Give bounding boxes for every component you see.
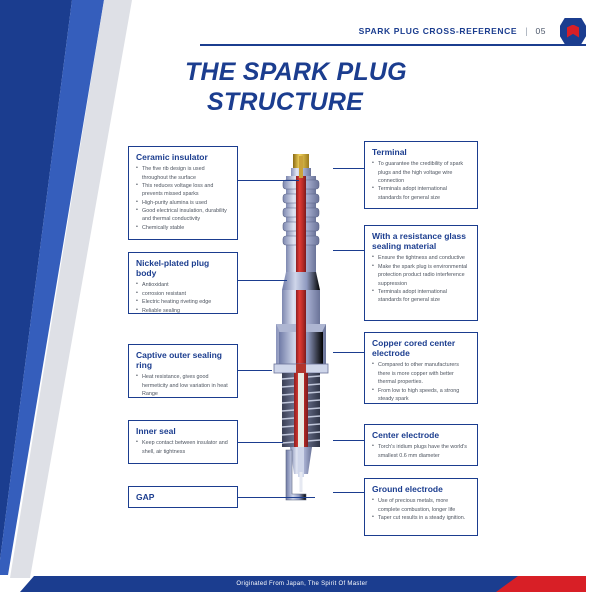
list-item: • Antioxidant bbox=[136, 281, 231, 289]
page-footer bbox=[0, 566, 600, 600]
callout-title: Terminal bbox=[372, 147, 407, 157]
page-title-line-2: STRUCTURE bbox=[207, 87, 363, 116]
callout-title: Ground electrode bbox=[372, 484, 443, 494]
connector-line bbox=[333, 352, 365, 353]
callout-copper-cored-center-electrode bbox=[364, 332, 478, 404]
list-item: • corrosion resistant bbox=[136, 290, 231, 298]
callout-list bbox=[136, 165, 231, 232]
list-item: • This reduces voltage loss and prevents missed sparks bbox=[136, 182, 231, 199]
connector-line bbox=[333, 250, 365, 251]
callout-ground-electrode bbox=[364, 478, 478, 536]
footer-text: Originated From Japan, The Spirit Of Master bbox=[236, 581, 368, 587]
list-item: • Torch's iridium plugs have the world's smallest 0.6 mm diameter bbox=[372, 443, 471, 460]
list-item: • Keep contact between insulator and shell, air tightness bbox=[136, 439, 231, 456]
callout-list bbox=[136, 439, 231, 456]
callout-title: Captive outer sealing ring bbox=[136, 350, 222, 371]
callout-resistance-glass-sealing-material bbox=[364, 225, 478, 321]
callout-title: Nickel-plated plug body bbox=[136, 258, 210, 279]
callout-captive-outer-sealing-ring bbox=[128, 344, 238, 398]
brand-logo-mark-icon bbox=[567, 25, 579, 38]
callout-ceramic-insulator bbox=[128, 146, 238, 240]
header-separator: | bbox=[525, 26, 528, 36]
list-item: • Electric heating riveting edge bbox=[136, 298, 231, 306]
callout-list bbox=[372, 497, 471, 522]
callout-title: Ceramic insulator bbox=[136, 152, 208, 162]
page-number: 05 bbox=[535, 26, 546, 36]
page-title-line-1: THE SPARK PLUG bbox=[185, 58, 407, 86]
connector-line bbox=[237, 370, 272, 371]
list-item: • The five rib design is used throughout the surface bbox=[136, 165, 231, 182]
list-item: • High-purity alumina is used bbox=[136, 199, 231, 207]
callout-list bbox=[372, 361, 471, 403]
list-item: • Terminals adopt international standards for general size bbox=[372, 185, 471, 202]
list-item: • Make the spark plug is environmental protection product radio interference suppression bbox=[372, 263, 471, 288]
connector-line bbox=[333, 492, 365, 493]
callout-center-electrode bbox=[364, 424, 478, 466]
callout-nickel-plated-plug-body bbox=[128, 252, 238, 314]
list-item: • Terminals adopt international standards for general size bbox=[372, 288, 471, 305]
page-header bbox=[200, 18, 586, 44]
callout-inner-seal bbox=[128, 420, 238, 464]
list-item: • Chemically stable bbox=[136, 224, 231, 232]
callout-title: GAP bbox=[136, 491, 155, 502]
list-item: • Good electrical insulation, durability and thermal conductivity bbox=[136, 207, 231, 224]
footer-bar bbox=[62, 576, 542, 592]
connector-line bbox=[237, 497, 315, 498]
callout-title: Copper cored center electrode bbox=[372, 338, 456, 359]
callout-title: Center electrode bbox=[372, 430, 440, 440]
list-item: • Ensure the tightness and conductive bbox=[372, 254, 471, 262]
callout-title: Inner seal bbox=[136, 426, 176, 436]
connector-line bbox=[333, 440, 365, 441]
callout-list bbox=[136, 373, 231, 398]
spark-plug-illustration bbox=[246, 150, 356, 550]
callout-list bbox=[136, 281, 231, 315]
callout-terminal bbox=[364, 141, 478, 209]
connector-line bbox=[237, 280, 287, 281]
list-item: • Heat resistance, gives good hermeticity and low variation in heat Range bbox=[136, 373, 231, 398]
connector-line bbox=[237, 180, 299, 181]
connector-line bbox=[333, 168, 365, 169]
list-item: • Use of precious metals, more complete combustion, longer life bbox=[372, 497, 471, 514]
list-item: • Compared to other manufacturers there is more copper with better thermal properties. bbox=[372, 361, 471, 386]
brand-logo-icon bbox=[560, 18, 586, 44]
callout-gap bbox=[128, 486, 238, 508]
callout-list bbox=[372, 443, 471, 460]
header-title: SPARK PLUG CROSS-REFERENCE bbox=[358, 26, 518, 36]
list-item: • From low to high speeds, a strong steady spark bbox=[372, 387, 471, 404]
callout-title: With a resistance glass sealing material bbox=[372, 231, 466, 252]
list-item: • To guarantee the credibility of spark plugs and the high voltage wire connection bbox=[372, 160, 471, 185]
list-item: • Taper cut results in a steady ignition. bbox=[372, 514, 471, 522]
connector-line bbox=[237, 442, 283, 443]
list-item: • Reliable sealing bbox=[136, 307, 231, 315]
callout-list bbox=[372, 254, 471, 304]
header-divider bbox=[200, 44, 586, 46]
page-title bbox=[185, 58, 505, 117]
callout-list bbox=[372, 160, 471, 202]
